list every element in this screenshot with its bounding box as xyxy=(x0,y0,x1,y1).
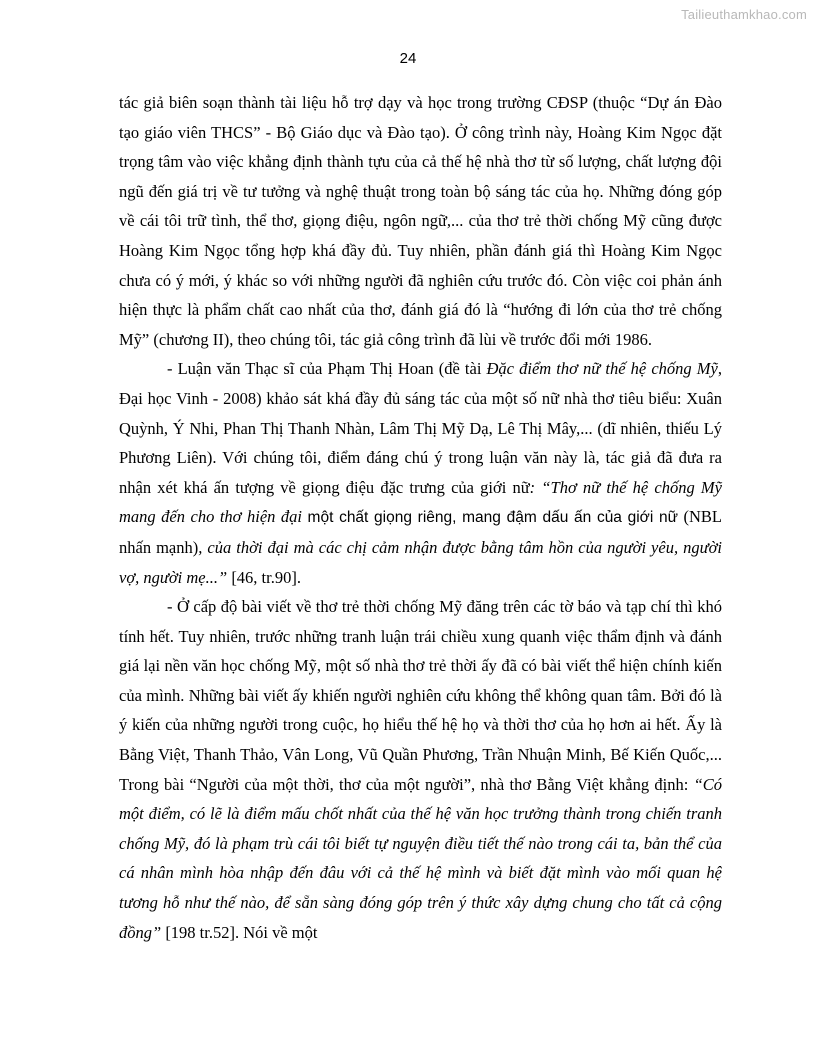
text-run: [198 tr.52]. Nói về một xyxy=(161,922,318,942)
text-run: (NBL nhấn mạnh) xyxy=(119,507,722,557)
thesis-title: Đặc điểm thơ nữ thế hệ chống Mỹ xyxy=(486,359,718,379)
quote-run: : “Thơ nữ thế hệ chống Mỹ mang đến cho thơ hiện đại xyxy=(119,477,722,527)
quote-run: “Có một điểm, có lẽ là điểm mấu chốt nhất của thế hệ văn học trưởng thành trong chiến tranh chống Mỹ, đó là phạm trù cái tôi biết tự nguyện điều tiết thế nào trong cái ta, bản thể của cá nhân mình hòa nhập đến đâu với cả thế hệ mình và biết đặt mình vào mối quan hệ tương hỗ như thế nào, để sẵn sàng đóng góp trên ý thức xây dựng chung cho tất cả cộng đồng” xyxy=(119,774,722,942)
page-number: 24 xyxy=(399,50,417,67)
citation: [46, tr.90]. xyxy=(227,567,301,587)
paragraph-3 xyxy=(119,592,722,947)
paragraph-1: tác giả biên soạn thành tài liệu hỗ trợ dạy và học trong trường CĐSP (thuộc “Dự án Đào tạo giáo viên THCS” - Bộ Giáo dục và Đào tạo). Ở công trình này, Hoàng Kim Ngọc đặt trọng tâm vào việc khẳng định thành tựu của cả thế hệ nhà thơ từ số lượng, chất lượng đội ngũ đến giá trị về tư tưởng và nghệ thuật trong toàn bộ sáng tác của họ. Những đóng góp về cái tôi trữ tình, thể thơ, giọng điệu, ngôn ngữ,... của thơ trẻ thời chống Mỹ cũng được Hoàng Kim Ngọc tổng hợp khá đầy đủ. Tuy nhiên, phần đánh giá thì Hoàng Kim Ngọc chưa có ý mới, ý khác so với những người đã nghiên cứu trước đó. Còn việc coi phản ánh hiện thực là phẩm chất cao nhất của thơ, đánh giá đó là “hướng đi lớn của thơ trẻ chống Mỹ” (chương II), theo chúng tôi, tác giả công trình đã lùi về trước đổi mới 1986. xyxy=(119,93,722,349)
text-run: - Ở cấp độ bài viết về thơ trẻ thời chống Mỹ đăng trên các tờ báo và tạp chí thì khó tính hết. Tuy nhiên, trước những tranh luận trái chiều xung quanh việc thẩm định và đánh giá lại nền văn học chống Mỹ, một số nhà thơ trẻ thời ấy đã có bài viết thể hiện chính kiến của mình. Những bài viết ấy khiến người nghiên cứu không thể không quan tâm. Bởi đó là ý kiến của những người trong cuộc, họ hiểu thế hệ họ và thời thơ của họ hơn ai hết. Ấy là Bằng Việt, Thanh Thảo, Vân Long, Vũ Quần Phương, Trần Nhuận Minh, Bế Kiến Quốc,... Trong bài “Người của một thời, thơ của một người”, nhà thơ Bằng Việt khẳng định: xyxy=(119,597,722,794)
text-run: , Đại học Vinh - 2008) khảo sát khá đầy đủ sáng tác của một số nữ nhà thơ tiêu biểu: Xuân Quỳnh, Ý Nhi, Phan Thị Thanh Nhàn, Lâm Thị Mỹ Dạ, Lê Thị Mây,... (dĩ nhiên, thiếu Lý Phương Liên). Với chúng tôi, điểm đáng chú ý trong luận văn này là, tác giả đã đưa ra nhận xét khá ấn tượng về giọng điệu đặc trưng của giới nữ xyxy=(119,359,722,497)
text-run: - Luận văn Thạc sĩ của Phạm Thị Hoan (đề tài xyxy=(167,359,487,379)
document-body xyxy=(119,88,722,947)
quote-run: , của thời đại mà các chị cảm nhận được bằng tâm hồn của người yêu, người vợ, người mẹ...” xyxy=(119,537,722,587)
paragraph-2 xyxy=(119,354,722,592)
emphasized-phrase: một chất giọng riêng, mang đậm dấu ấn của giới nữ xyxy=(307,509,678,527)
watermark: Tailieuthamkhao.com xyxy=(681,7,807,22)
